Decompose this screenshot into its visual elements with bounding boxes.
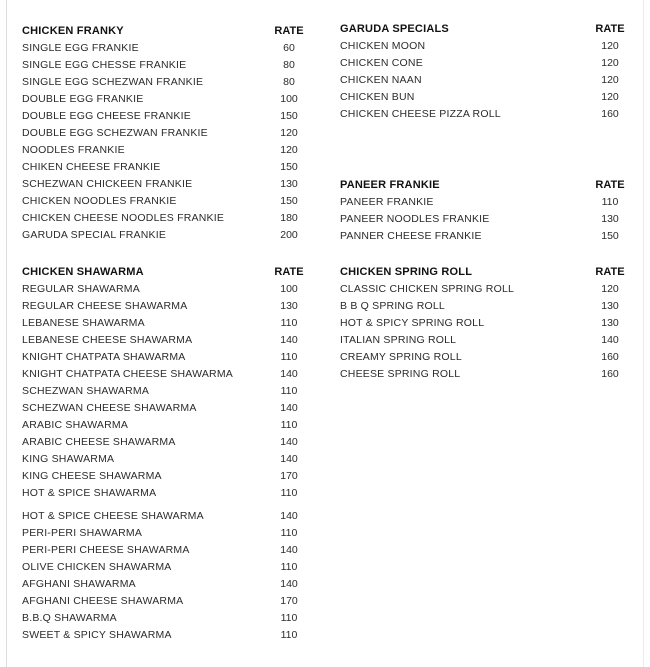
menu-item-rate: 170 [280,595,298,607]
menu-item-row [340,332,632,349]
menu-item-rate: 130 [280,300,298,312]
menu-item-row [22,627,311,644]
menu-item-name: CHICKEN BUN [340,91,415,103]
rate-column-header: RATE [595,266,625,278]
menu-item-row [22,315,311,332]
menu-item-row [340,89,632,106]
menu-item-name: CHICKEN CHEESE PIZZA ROLL [340,108,501,120]
menu-item-row [340,211,632,228]
menu-item-rate: 80 [283,59,295,71]
menu-item-name: GARUDA SPECIAL FRANKIE [22,229,167,241]
menu-item-rate: 120 [601,74,619,86]
menu-item-rate: 160 [601,368,619,380]
rate-column-header: RATE [274,25,304,37]
menu-item-row [22,176,311,193]
menu-item-name: CHEESE SPRING ROLL [340,368,461,380]
menu-item-rate: 110 [280,317,298,329]
menu-item-row [22,559,311,576]
menu-section [22,23,311,244]
menu-item-rate: 110 [280,487,298,499]
menu-item-rate: 130 [601,213,619,225]
rate-column-header: RATE [595,179,625,191]
menu-item-rate: 140 [280,510,298,522]
menu-item-name: B B Q SPRING ROLL [340,300,445,312]
menu-item-rate: 140 [280,453,298,465]
menu-item-name: SINGLE EGG FRANKIE [22,42,139,54]
menu-item-rate: 110 [280,629,298,641]
section-header-row [22,264,311,281]
menu-item-rate: 140 [280,402,298,414]
menu-item-row [22,366,311,383]
menu-item-row [22,576,311,593]
menu-item-name: HOT & SPICY SPRING ROLL [340,317,485,329]
menu-item-row [22,468,311,485]
menu-column-right [340,0,632,383]
menu-item-name: PERI-PERI SHAWARMA [22,527,143,539]
section-title: CHICKEN SPRING ROLL [340,266,473,278]
menu-item-row [22,91,311,108]
menu-item-rate: 120 [280,127,298,139]
menu-item-row [22,417,311,434]
menu-item-row [22,142,311,159]
menu-item-row [22,74,311,91]
menu-item-name: CREAMY SPRING ROLL [340,351,462,363]
menu-item-name: ARABIC SHAWARMA [22,419,129,431]
menu-item-row [22,525,311,542]
menu-item-name: CHICKEN NOODLES FRANKIE [22,195,177,207]
menu-item-rate: 130 [280,178,298,190]
menu-item-name: CHICKEN MOON [340,40,426,52]
menu-item-name: KING CHEESE SHAWARMA [22,470,162,482]
menu-item-row [22,210,311,227]
menu-item-rate: 130 [601,300,619,312]
menu-item-rate: 120 [601,283,619,295]
menu-item-name: PANNER CHEESE FRANKIE [340,230,482,242]
menu-item-row [22,593,311,610]
menu-item-rate: 140 [280,544,298,556]
menu-item-name: B.B.Q SHAWARMA [22,612,117,624]
menu-item-rate: 150 [601,230,619,242]
menu-item-rate: 100 [280,283,298,295]
section-header-row [340,21,632,38]
menu-item-rate: 150 [280,110,298,122]
section-title: CHICKEN SHAWARMA [22,266,144,278]
menu-item-name: ARABIC CHEESE SHAWARMA [22,436,176,448]
menu-item-row [340,366,632,383]
menu-item-rate: 80 [283,76,295,88]
menu-item-rate: 110 [280,612,298,624]
menu-item-name: HOT & SPICE CHEESE SHAWARMA [22,510,204,522]
menu-item-row [22,542,311,559]
menu-item-name: PERI-PERI CHEESE SHAWARMA [22,544,190,556]
menu-item-row [22,159,311,176]
menu-item-name: NOODLES FRANKIE [22,144,125,156]
menu-item-name: KING SHAWARMA [22,453,115,465]
menu-section [340,177,632,245]
menu-item-rate: 140 [601,334,619,346]
rate-column-header: RATE [274,266,304,278]
menu-item-rate: 110 [280,527,298,539]
menu-item-row [340,281,632,298]
menu-item-name: REGULAR CHEESE SHAWARMA [22,300,188,312]
menu-item-name: HOT & SPICE SHAWARMA [22,487,157,499]
menu-item-rate: 120 [601,40,619,52]
menu-item-rate: 110 [280,561,298,573]
menu-item-row [22,349,311,366]
menu-item-row [22,400,311,417]
menu-item-row [22,298,311,315]
menu-item-rate: 110 [280,385,298,397]
menu-item-row [22,332,311,349]
section-title: GARUDA SPECIALS [340,23,449,35]
menu-item-rate: 120 [601,91,619,103]
menu-item-name: KNIGHT CHATPATA CHEESE SHAWARMA [22,368,233,380]
menu-item-rate: 170 [280,470,298,482]
menu-item-rate: 140 [280,436,298,448]
menu-section [340,264,632,383]
menu-item-name: DOUBLE EGG FRANKIE [22,93,144,105]
menu-item-rate: 150 [280,161,298,173]
menu-item-name: DOUBLE EGG CHEESE FRANKIE [22,110,191,122]
menu-item-name: SINGLE EGG CHESSE FRANKIE [22,59,187,71]
menu-item-name: OLIVE CHICKEN SHAWARMA [22,561,172,573]
page-right-edge-line [643,0,644,667]
menu-item-rate: 110 [601,196,619,208]
menu-item-row [22,125,311,142]
menu-item-name: REGULAR SHAWARMA [22,283,140,295]
menu-item-row [22,434,311,451]
menu-item-name: SINGLE EGG SCHEZWAN FRANKIE [22,76,204,88]
section-header-row [22,23,311,40]
menu-item-name: CHICKEN NAAN [340,74,422,86]
menu-item-row [340,298,632,315]
menu-item-row [22,57,311,74]
menu-item-row [340,349,632,366]
menu-item-name: CHICKEN CONE [340,57,423,69]
menu-item-name: PANEER NOODLES FRANKIE [340,213,490,225]
menu-item-row [340,106,632,123]
menu-item-name: DOUBLE EGG SCHEZWAN FRANKIE [22,127,208,139]
menu-item-row [340,55,632,72]
menu-item-row [340,194,632,211]
menu-item-name: PANEER FRANKIE [340,196,434,208]
menu-item-row [340,228,632,245]
menu-item-row [22,383,311,400]
menu-item-name: SCHEZWAN SHAWARMA [22,385,150,397]
menu-item-rate: 180 [280,212,298,224]
menu-item-row [22,227,311,244]
menu-item-row [22,193,311,210]
menu-item-rate: 100 [280,93,298,105]
menu-item-row [340,315,632,332]
section-title: PANEER FRANKIE [340,179,440,191]
menu-section [340,21,632,123]
menu-item-name: AFGHANI CHEESE SHAWARMA [22,595,184,607]
menu-item-rate: 60 [283,42,295,54]
menu-item-rate: 160 [601,351,619,363]
menu-item-rate: 140 [280,578,298,590]
page-left-edge-line [6,0,7,667]
menu-item-name: LEBANESE CHEESE SHAWARMA [22,334,193,346]
menu-item-name: SWEET & SPICY SHAWARMA [22,629,172,641]
menu-item-rate: 150 [280,195,298,207]
menu-item-row [340,72,632,89]
menu-item-name: ITALIAN SPRING ROLL [340,334,457,346]
menu-item-name: CHICKEN CHEESE NOODLES FRANKIE [22,212,225,224]
menu-item-name: AFGHANI SHAWARMA [22,578,136,590]
menu-item-row [22,485,311,502]
menu-column-left [22,0,311,644]
menu-item-row [22,451,311,468]
menu-item-rate: 130 [601,317,619,329]
menu-item-rate: 140 [280,368,298,380]
menu-item-rate: 160 [601,108,619,120]
menu-item-row [22,508,311,525]
menu-item-name: LEBANESE SHAWARMA [22,317,145,329]
menu-item-rate: 110 [280,419,298,431]
menu-item-name: KNIGHT CHATPATA SHAWARMA [22,351,186,363]
menu-item-name: SCHEZWAN CHEESE SHAWARMA [22,402,197,414]
menu-item-rate: 120 [601,57,619,69]
menu-item-row [22,610,311,627]
menu-item-row [340,38,632,55]
section-title: CHICKEN FRANKY [22,25,124,37]
menu-item-row [22,281,311,298]
menu-item-rate: 140 [280,334,298,346]
rate-column-header: RATE [595,23,625,35]
menu-item-row [22,108,311,125]
menu-item-rate: 120 [280,144,298,156]
menu-item-name: SCHEZWAN CHICKEEN FRANKIE [22,178,193,190]
menu-item-row [22,40,311,57]
menu-item-rate: 110 [280,351,298,363]
section-header-row [340,177,632,194]
menu-section [22,264,311,644]
menu-item-name: CLASSIC CHICKEN SPRING ROLL [340,283,515,295]
section-header-row [340,264,632,281]
menu-item-rate: 200 [280,229,298,241]
menu-item-name: CHIKEN CHEESE FRANKIE [22,161,161,173]
